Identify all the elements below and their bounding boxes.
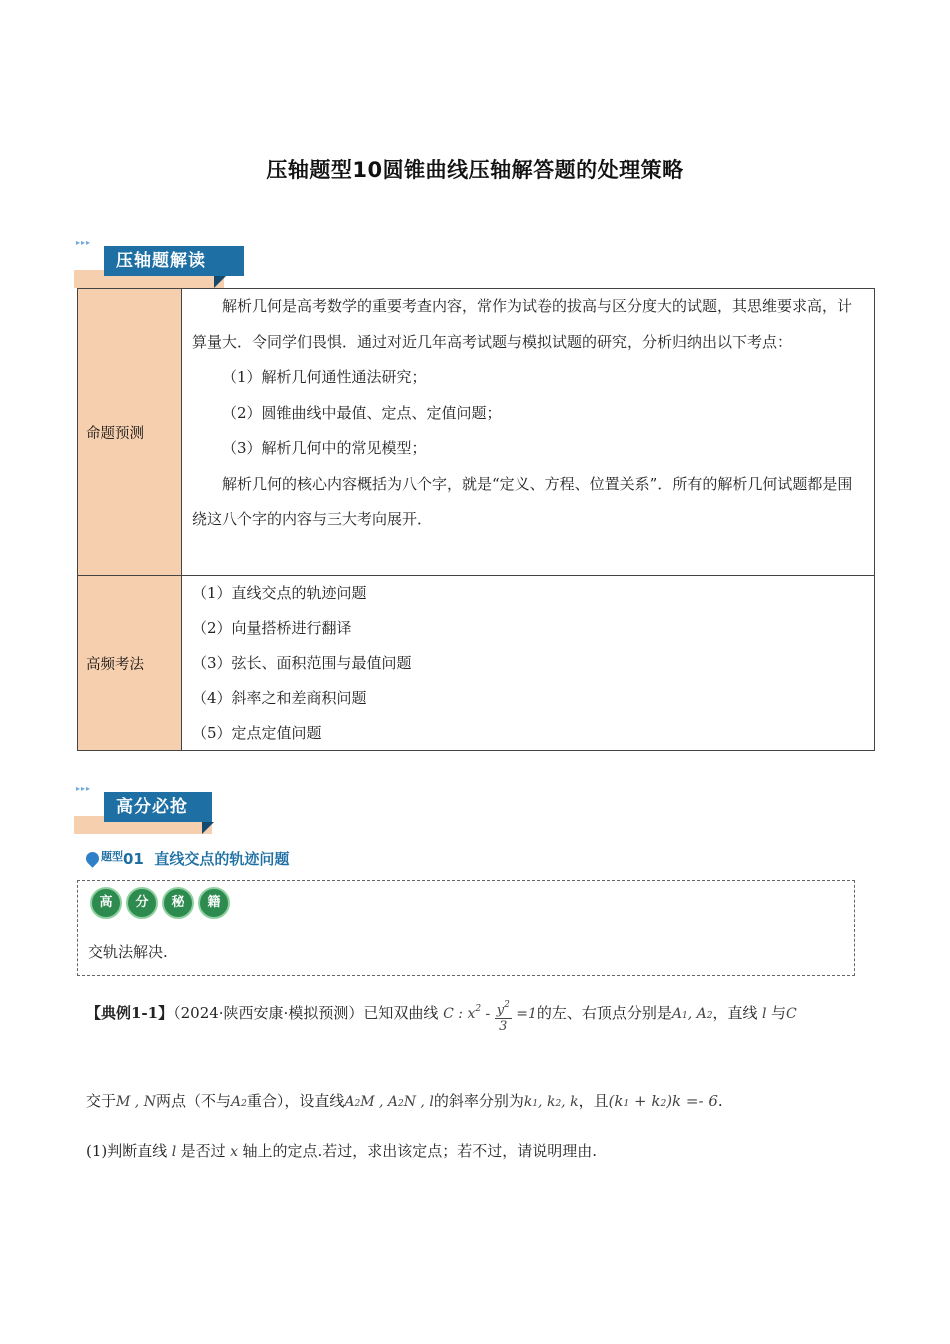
math-m-n: M , N bbox=[116, 1094, 156, 1110]
arrow-icons: ▸▸▸ bbox=[76, 238, 92, 247]
example-source: （2024·陕西安康·模拟预测）已知双曲线 bbox=[173, 1004, 439, 1022]
q1-text-c: 轴上的定点.若过，求出该定点；若不过，请说明理由. bbox=[242, 1142, 597, 1160]
section-label: 高分必抢 bbox=[104, 792, 212, 822]
qtype-number: 01 bbox=[123, 850, 144, 868]
math-c: C bbox=[785, 1006, 797, 1022]
banner-fold bbox=[202, 822, 214, 834]
qtype-title: 直线交点的轨迹问题 bbox=[154, 850, 290, 868]
tips-text: 交轨法解决. bbox=[88, 943, 168, 961]
location-pin-icon bbox=[83, 849, 101, 867]
list-item: （2）圆锥曲线中最值、定点、定值问题； bbox=[222, 403, 502, 422]
example-and2-text: ，且 bbox=[578, 1092, 609, 1110]
qtype-prefix: 题型 bbox=[101, 850, 123, 863]
table-row-prediction bbox=[78, 289, 874, 576]
interpretation-table bbox=[77, 288, 875, 751]
list-item: （2）向量搭桥进行翻译 bbox=[192, 619, 352, 637]
math-condition: (k1 + k2)k =- 6 bbox=[608, 1092, 718, 1110]
example-and-text: 与 bbox=[770, 1004, 786, 1022]
row-body-frequent bbox=[182, 576, 874, 750]
banner-fold bbox=[214, 276, 226, 288]
example-vertices-text: 的左、右顶点分别是 bbox=[536, 1004, 672, 1022]
arrow-icons: ▸▸▸ bbox=[76, 784, 92, 793]
example-period: . bbox=[717, 1092, 723, 1110]
badge-fen: 分 bbox=[126, 887, 158, 919]
question-type-heading bbox=[86, 848, 289, 869]
tips-box bbox=[77, 880, 855, 976]
badge-ji: 籍 bbox=[198, 887, 230, 919]
example-label: 【典例1-1】 bbox=[86, 1004, 174, 1022]
list-item: （1）解析几何通性通法研究； bbox=[222, 368, 427, 386]
paragraph-intro: 解析几何是高考数学的重要考查内容，常作为试卷的拔高与区分度大的试题，其思维要求高，计算量大．令同学们畏惧．通过对近几年高考试题与模拟试题的研究，分析归纳出以下考点： bbox=[192, 297, 853, 351]
section-label: 压轴题解读 bbox=[104, 246, 244, 276]
list-item: （3）弦长、面积范围与最值问题 bbox=[192, 654, 412, 672]
section-banner-interpretation bbox=[74, 238, 234, 288]
math-k1-k2-k: k1, k2, k bbox=[523, 1094, 579, 1110]
hyperbola-equation: C : $x^2$ - $\frac{y^2}{3}$ =1 bbox=[443, 1000, 537, 1034]
example-line-1 bbox=[86, 1000, 797, 1034]
math-lines: A2M , A2N , l bbox=[344, 1094, 434, 1110]
section-banner-must-score bbox=[74, 784, 224, 834]
paragraph-core: 解析几何的核心内容概括为八个字，就是“定义、方程、位置关系”．所有的解析几何试题都是围绕这八个字的内容与三大考向展开． bbox=[192, 474, 853, 528]
tips-badges bbox=[90, 887, 234, 919]
page-title: 压轴题型10圆锥曲线压轴解答题的处理策略 bbox=[266, 158, 684, 182]
example-intersect-text: 交于 bbox=[86, 1092, 117, 1110]
q1-text-a: (1)判断直线 bbox=[86, 1142, 168, 1160]
math-l: l bbox=[757, 1006, 771, 1022]
question-1 bbox=[86, 1140, 597, 1161]
example-two-points-text: 两点（不与 bbox=[155, 1092, 231, 1110]
row-head-frequent: 高频考法 bbox=[78, 576, 182, 750]
badge-gao: 高 bbox=[90, 887, 122, 919]
table-row-frequent bbox=[78, 576, 874, 750]
row-head-prediction: 命题预测 bbox=[78, 289, 182, 575]
list-item: （4）斜率之和差商积问题 bbox=[192, 689, 367, 707]
list-item: （1）直线交点的轨迹问题 bbox=[192, 584, 367, 602]
example-slopes-text: 的斜率分别为 bbox=[433, 1092, 524, 1110]
math-a1-a2: A1, A2 bbox=[671, 1006, 713, 1022]
example-line-text: ，直线 bbox=[712, 1004, 758, 1022]
list-item: （5）定点定值问题 bbox=[192, 724, 322, 742]
example-coincide-text: 重合），设直线 bbox=[246, 1092, 345, 1110]
example-line-2 bbox=[86, 1090, 723, 1111]
q1-text-b: 是否过 bbox=[180, 1142, 226, 1160]
list-item: （3）解析几何中的常见模型； bbox=[222, 439, 427, 457]
badge-mi: 秘 bbox=[162, 887, 194, 919]
math-x: x bbox=[225, 1144, 243, 1160]
math-a2: A2 bbox=[230, 1094, 247, 1110]
math-l: l bbox=[167, 1144, 181, 1160]
row-body-prediction bbox=[182, 289, 874, 575]
